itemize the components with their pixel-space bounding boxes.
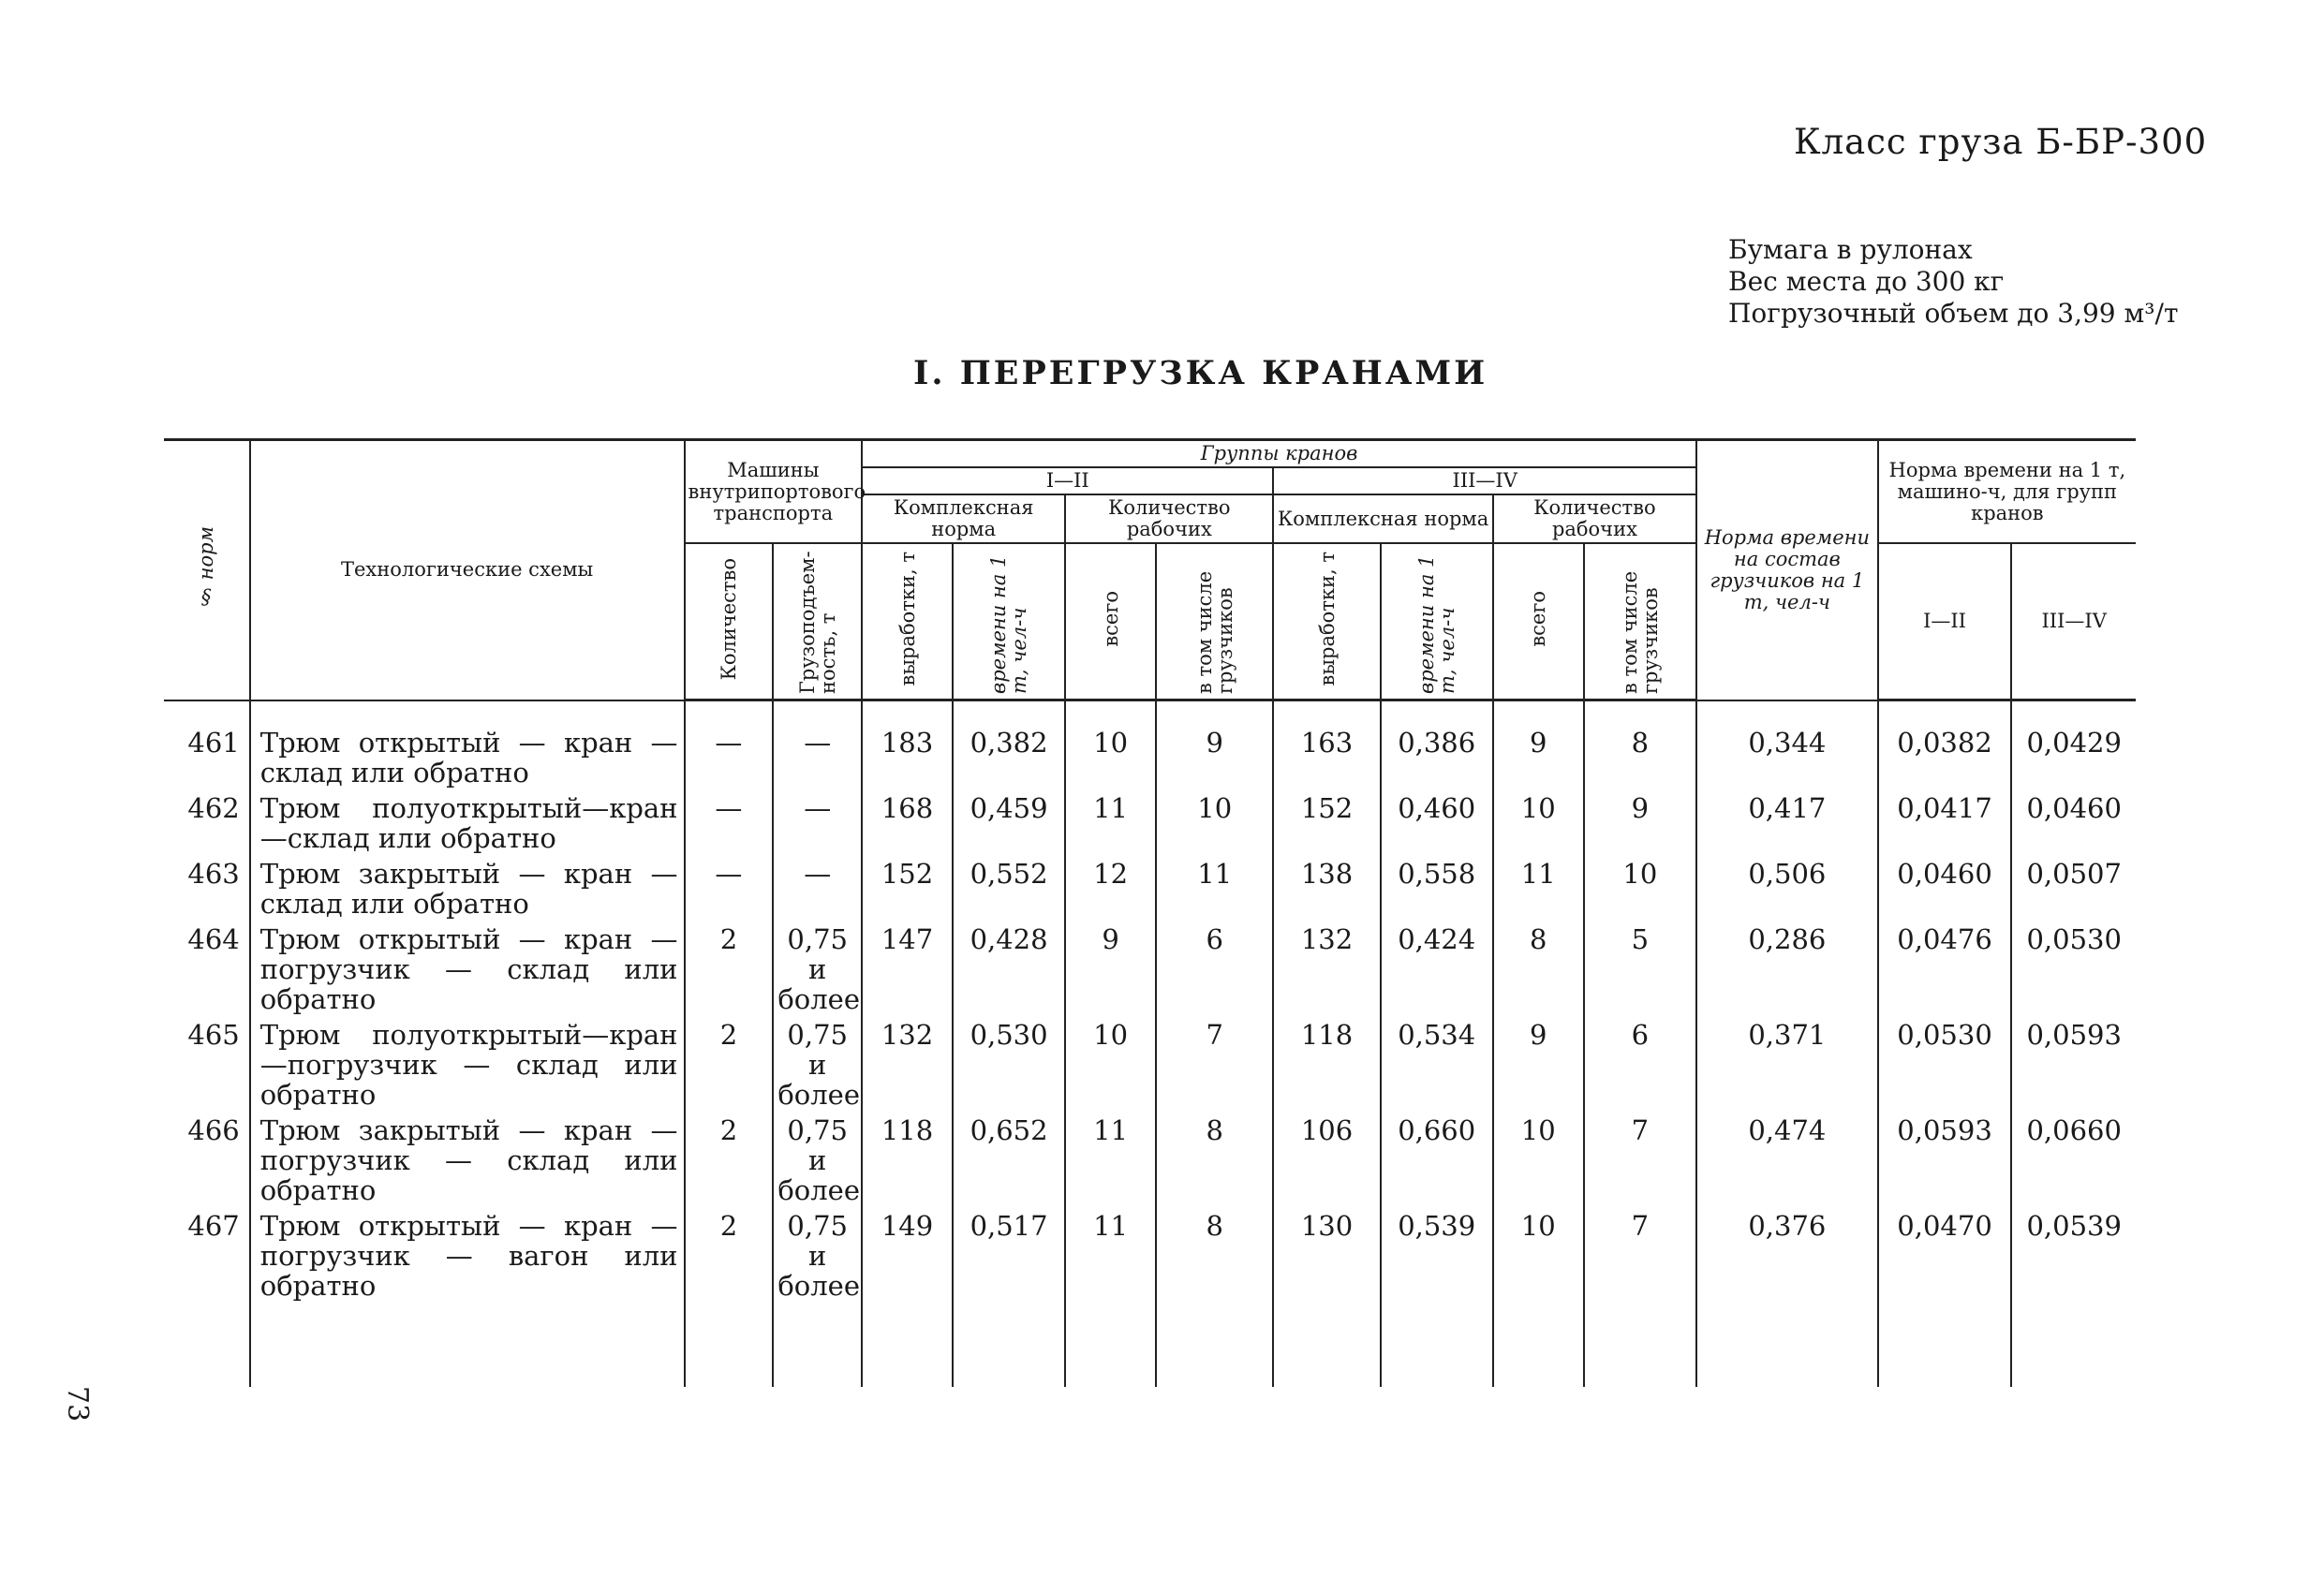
- cell-norm-number: 467: [187, 1209, 240, 1242]
- cell-norm-machine-2: 0,0593: [2011, 1014, 2136, 1110]
- header-schemes: Технологические схемы: [250, 440, 685, 700]
- cell-norm-number: 462: [187, 791, 240, 824]
- cell-capacity: —: [773, 853, 862, 919]
- cell-norm-number: 463: [187, 857, 240, 890]
- cell-norm-crew: 0,417: [1696, 788, 1878, 853]
- header-norm-number: § норм: [164, 440, 250, 700]
- cell-time-1: 0,517: [953, 1205, 1065, 1301]
- cell-loaders-2: 8: [1584, 700, 1696, 788]
- cargo-class-title: Класс груза Б-БР-300: [1794, 122, 2208, 162]
- header-machine-col-1: I—II: [1878, 543, 2012, 700]
- cell-norm-number: 461: [187, 726, 240, 759]
- cell-scheme: Трюм полуоткрытый—кран—склад или обратно: [250, 788, 685, 853]
- table-row: [164, 1014, 2136, 1110]
- table-row: [164, 919, 2136, 1014]
- cell-capacity: 0,75 и более: [773, 919, 862, 1014]
- table-row: [164, 700, 2136, 788]
- table-row: [164, 1110, 2136, 1205]
- cell-scheme: Трюм открытый — кран — погрузчик — вагон или обратно: [250, 1205, 685, 1301]
- cell-loaders-1: 8: [1156, 1205, 1273, 1301]
- cell-workers-total-1: 11: [1065, 1110, 1156, 1205]
- header-complex-norm-2: Комплексная норма: [1273, 494, 1492, 543]
- cell-scheme: Трюм закрытый — кран — погрузчик — склад или обратно: [250, 1110, 685, 1205]
- header-norm-machine: Норма времени на 1 т, машино-ч, для групп кранов: [1878, 440, 2136, 544]
- cell-quantity: 2: [685, 919, 774, 1014]
- cell-norm-machine-1: 0,0593: [1878, 1110, 2012, 1205]
- cargo-name: Бумага в рулонах: [1728, 234, 1973, 265]
- cell-scheme: Трюм полуоткрытый—кран—погрузчик — склад или обратно: [250, 1014, 685, 1110]
- cell-loaders-1: 6: [1156, 919, 1273, 1014]
- cell-loaders-1: 10: [1156, 788, 1273, 853]
- cell-time-1: 0,382: [953, 700, 1065, 788]
- cell-time-2: 0,558: [1381, 853, 1493, 919]
- cell-time-1: 0,530: [953, 1014, 1065, 1110]
- cell-time-2: 0,534: [1381, 1014, 1493, 1110]
- table-row: [164, 788, 2136, 853]
- header-capacity: Грузоподъем-ность, т: [773, 543, 862, 700]
- cell-loaders-2: 9: [1584, 788, 1696, 853]
- header-complex-norm-1: Комплексная норма: [862, 494, 1065, 543]
- cell-workers-total-2: 10: [1493, 788, 1584, 853]
- cell-quantity: 2: [685, 1205, 774, 1301]
- cell-time-1: 0,652: [953, 1110, 1065, 1205]
- cell-norm-machine-1: 0,0476: [1878, 919, 2012, 1014]
- cell-workers-total-2: 9: [1493, 1014, 1584, 1110]
- cell-output-2: 152: [1273, 788, 1380, 853]
- cell-loaders-2: 5: [1584, 919, 1696, 1014]
- header-time-2: времени на 1 т, чел-ч: [1381, 543, 1493, 700]
- cell-output-2: 138: [1273, 853, 1380, 919]
- header-crane-groups: Группы кранов: [862, 440, 1696, 468]
- cell-norm-machine-1: 0,0382: [1878, 700, 2012, 788]
- header-loaders-2: в том числе грузчиков: [1584, 543, 1696, 700]
- header-quantity: Количество: [685, 543, 774, 700]
- cell-loaders-1: 7: [1156, 1014, 1273, 1110]
- cell-norm-machine-2: 0,0460: [2011, 788, 2136, 853]
- cell-time-1: 0,552: [953, 853, 1065, 919]
- cell-workers-total-2: 10: [1493, 1205, 1584, 1301]
- cell-output-1: 132: [862, 1014, 953, 1110]
- header-output-2: выработки, т: [1273, 543, 1380, 700]
- cell-workers-total-1: 11: [1065, 1205, 1156, 1301]
- cell-capacity: 0,75 и более: [773, 1205, 862, 1301]
- cell-workers-total-1: 10: [1065, 700, 1156, 788]
- cell-output-1: 183: [862, 700, 953, 788]
- cell-capacity: 0,75 и более: [773, 1110, 862, 1205]
- cargo-volume: Погрузочный объем до 3,99 м³/т: [1728, 298, 2179, 329]
- cell-quantity: —: [685, 853, 774, 919]
- cell-time-2: 0,460: [1381, 788, 1493, 853]
- cell-quantity: 2: [685, 1014, 774, 1110]
- cell-scheme: Трюм открытый — кран — погрузчик — склад или обратно: [250, 919, 685, 1014]
- cell-loaders-2: 7: [1584, 1110, 1696, 1205]
- table-filler-row: [164, 1301, 2136, 1387]
- cell-norm-machine-2: 0,0539: [2011, 1205, 2136, 1301]
- cell-norm-machine-1: 0,0417: [1878, 788, 2012, 853]
- table-row: [164, 853, 2136, 919]
- cell-norm-machine-2: 0,0530: [2011, 919, 2136, 1014]
- cell-workers-total-1: 9: [1065, 919, 1156, 1014]
- header-machines: Машины внутрипортового транспорта: [685, 440, 863, 544]
- table-header: [164, 440, 2136, 700]
- cell-norm-crew: 0,344: [1696, 700, 1878, 788]
- cell-time-2: 0,424: [1381, 919, 1493, 1014]
- cell-norm-machine-2: 0,0660: [2011, 1110, 2136, 1205]
- cell-output-2: 132: [1273, 919, 1380, 1014]
- cell-loaders-2: 7: [1584, 1205, 1696, 1301]
- cell-loaders-1: 9: [1156, 700, 1273, 788]
- cell-capacity: —: [773, 788, 862, 853]
- section-title: I. ПЕРЕГРУЗКА КРАНАМИ: [913, 354, 1488, 392]
- header-total-1: всего: [1065, 543, 1156, 700]
- cell-norm-machine-2: 0,0507: [2011, 853, 2136, 919]
- cell-norm-crew: 0,286: [1696, 919, 1878, 1014]
- cell-output-1: 152: [862, 853, 953, 919]
- cargo-weight: Вес места до 300 кг: [1728, 266, 2005, 297]
- cell-norm-crew: 0,376: [1696, 1205, 1878, 1301]
- cell-norm-machine-1: 0,0460: [1878, 853, 2012, 919]
- cell-loaders-1: 8: [1156, 1110, 1273, 1205]
- table-row: [164, 1205, 2136, 1301]
- cell-quantity: 2: [685, 1110, 774, 1205]
- cargo-description: [1728, 234, 2178, 330]
- cell-norm-crew: 0,371: [1696, 1014, 1878, 1110]
- cell-output-1: 118: [862, 1110, 953, 1205]
- cell-quantity: —: [685, 700, 774, 788]
- norms-table: [164, 438, 2136, 1387]
- cell-quantity: —: [685, 788, 774, 853]
- cell-norm-number: 464: [187, 922, 240, 955]
- cell-workers-total-1: 11: [1065, 788, 1156, 853]
- cell-time-2: 0,660: [1381, 1110, 1493, 1205]
- page-number: 73: [61, 1386, 94, 1422]
- cell-norm-machine-1: 0,0470: [1878, 1205, 2012, 1301]
- cell-loaders-2: 10: [1584, 853, 1696, 919]
- cell-output-1: 149: [862, 1205, 953, 1301]
- cell-norm-crew: 0,474: [1696, 1110, 1878, 1205]
- cell-loaders-2: 6: [1584, 1014, 1696, 1110]
- cell-time-1: 0,428: [953, 919, 1065, 1014]
- cell-workers-total-1: 10: [1065, 1014, 1156, 1110]
- cell-output-2: 106: [1273, 1110, 1380, 1205]
- cell-norm-number: 466: [187, 1113, 240, 1146]
- cell-time-1: 0,459: [953, 788, 1065, 853]
- cell-scheme: Трюм закрытый — кран — склад или обратно: [250, 853, 685, 919]
- cell-output-1: 147: [862, 919, 953, 1014]
- header-machine-col-2: III—IV: [2011, 543, 2136, 700]
- cell-capacity: 0,75 и более: [773, 1014, 862, 1110]
- cell-norm-number: 465: [187, 1018, 240, 1051]
- header-time-1: времени на 1 т, чел-ч: [953, 543, 1065, 700]
- cell-workers-total-1: 12: [1065, 853, 1156, 919]
- header-norm-crew: Норма времени на состав грузчиков на 1 т, чел-ч: [1696, 440, 1878, 700]
- cell-norm-crew: 0,506: [1696, 853, 1878, 919]
- header-workers-2: Количество рабочих: [1493, 494, 1696, 543]
- cell-output-2: 163: [1273, 700, 1380, 788]
- cell-time-2: 0,386: [1381, 700, 1493, 788]
- cell-workers-total-2: 8: [1493, 919, 1584, 1014]
- cell-norm-machine-1: 0,0530: [1878, 1014, 2012, 1110]
- header-group-3-4: III—IV: [1273, 467, 1696, 494]
- cell-workers-total-2: 11: [1493, 853, 1584, 919]
- header-group-1-2: I—II: [862, 467, 1273, 494]
- cell-norm-machine-2: 0,0429: [2011, 700, 2136, 788]
- cell-loaders-1: 11: [1156, 853, 1273, 919]
- header-total-2: всего: [1493, 543, 1584, 700]
- cell-output-1: 168: [862, 788, 953, 853]
- header-output-1: выработки, т: [862, 543, 953, 700]
- cell-workers-total-2: 9: [1493, 700, 1584, 788]
- cell-capacity: —: [773, 700, 862, 788]
- header-loaders-1: в том числе грузчиков: [1156, 543, 1273, 700]
- cell-output-2: 130: [1273, 1205, 1380, 1301]
- header-workers-1: Количество рабочих: [1065, 494, 1273, 543]
- cell-time-2: 0,539: [1381, 1205, 1493, 1301]
- cell-output-2: 118: [1273, 1014, 1380, 1110]
- cell-scheme: Трюм открытый — кран — склад или обратно: [250, 700, 685, 788]
- cell-workers-total-2: 10: [1493, 1110, 1584, 1205]
- table-body: [164, 700, 2136, 1387]
